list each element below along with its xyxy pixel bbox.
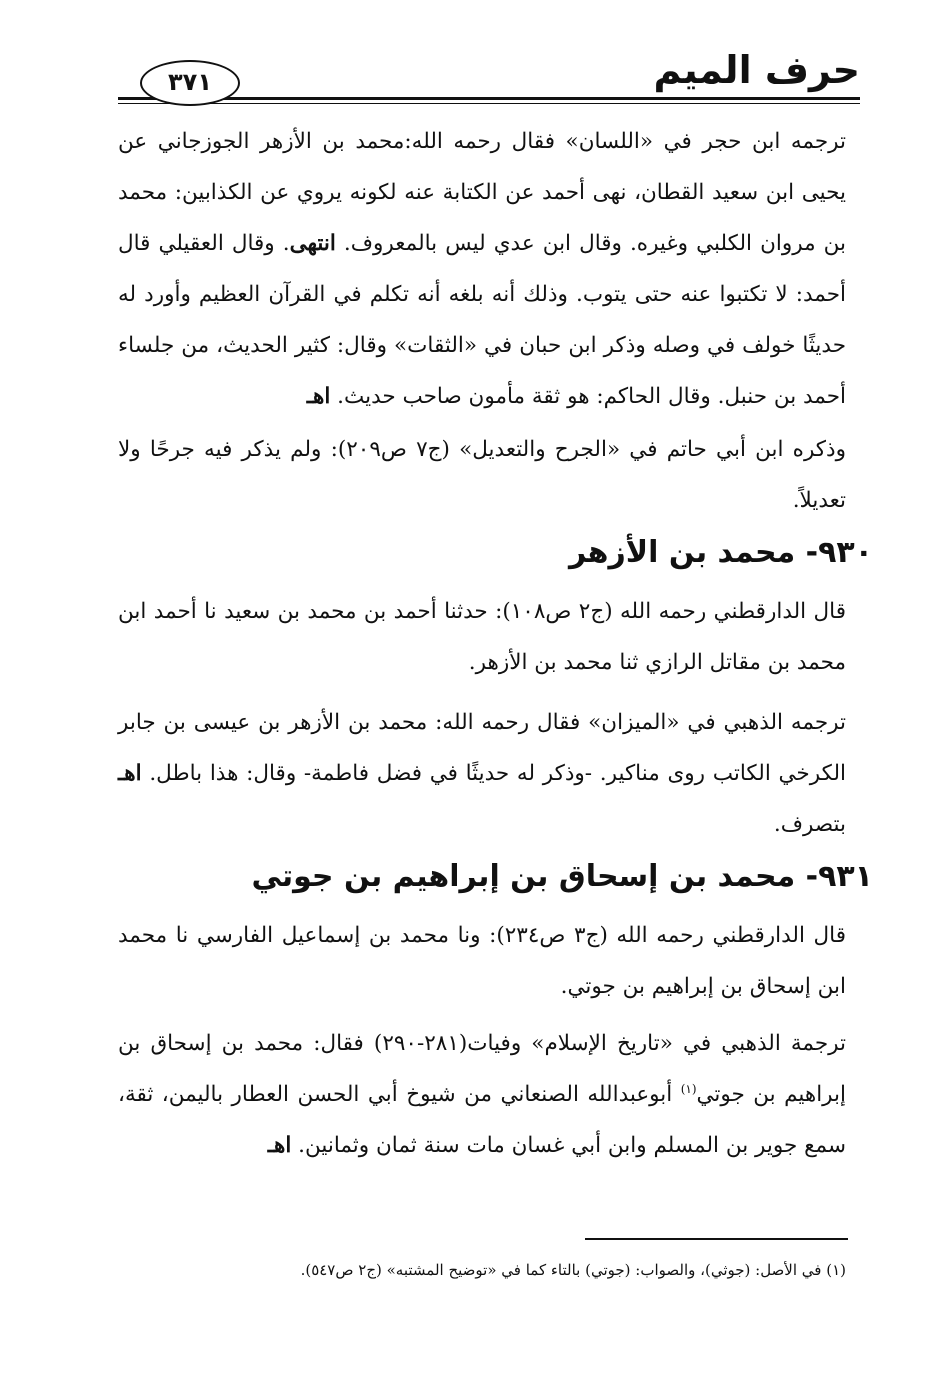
entry-heading-930: ٩٣٠- محمد بن الأزهر	[569, 535, 873, 570]
paragraph-text: وذكره ابن أبي حاتم في «الجرح والتعديل» (ج٧ ص٢٠٩): ولم يذكر فيه جرحًا ولا تعديلاً.	[118, 437, 846, 513]
chapter-title: حرف الميم	[653, 48, 860, 92]
footnote-marker[interactable]: (١)	[680, 1081, 697, 1096]
paragraph-daraqutni-930	[118, 586, 846, 688]
paragraph-ibn-hajar-lisan	[118, 116, 846, 422]
paragraph-text: ترجمه ابن حجر في «اللسان» فقال رحمه الله:محمد بن الأزهر الجوزجاني عن يحيى ابن سعيد القطان، نهى أحمد عن الكتابة عنه لكونه يروي عن الكذابين: محمد بن مروان الكلبي وغيره. وقال ابن عدي ليس بالمعروف.	[118, 129, 846, 256]
header-rule-thin	[118, 103, 860, 104]
paragraph-dhahabi-tarikh	[118, 1018, 846, 1171]
page-number: ٣٧١	[140, 60, 240, 106]
footnote-separator	[585, 1238, 848, 1240]
paragraph-daraqutni-931	[118, 910, 846, 1012]
paragraph-text: ترجمه الذهبي في «الميزان» فقال رحمه الله: محمد بن الأزهر بن عيسى بن جابر الكرخي الكاتب روى مناكير. -وذكر له حديثًا في فضل فاطمة- وقال: هذا باطل.	[118, 710, 846, 786]
end-quote-abbr: اهـ	[118, 761, 142, 786]
end-quote-abbr: اهـ	[306, 384, 331, 409]
header-rule-thick	[118, 97, 860, 100]
paragraph-text: ترجمة الذهبي في «تاريخ الإسلام» وفيات(٢٨١-٢٩٠) فقال: محمد بن إسحاق بن إبراهيم بن جوتي	[118, 1031, 846, 1107]
footnote: (١) في الأصل: (جوثي)، والصواب: (جوتي) بالتاء كما في «توضيح المشتبه» (ج٢ ص٥٤٧).	[300, 1261, 846, 1279]
paragraph-text: أبوعبدالله الصنعاني من شيوخ أبي الحسن العطار باليمن، ثقة، سمع جوير بن المسلم وابن أبي غسان مات سنة ثمان وثمانين.	[118, 1082, 846, 1158]
paragraph-dhahabi-mizan	[118, 697, 846, 850]
intaha-word: انتهى	[289, 231, 336, 256]
paragraph-text: بتصرف.	[773, 812, 846, 837]
paragraph-ibn-abi-hatim	[118, 424, 846, 526]
paragraph-text: قال الدارقطني رحمه الله (ج٢ ص١٠٨): حدثنا أحمد بن محمد بن سعيد نا أحمد ابن محمد بن مقاتل الرازي ثنا محمد بن الأزهر.	[118, 599, 846, 675]
paragraph-text: . وقال العقيلي قال أحمد: لا تكتبوا عنه حتى يتوب. وذلك أنه بلغه أنه تكلم في القرآن العظيم وأورد له حديثًا خولف في وصله وذكر ابن حبان في «الثقات» وقال: كثير الحديث، من جلساء أحمد بن حنبل. وقال الحاكم: هو ثقة مأمون صاحب حديث.	[118, 231, 846, 409]
paragraph-text: قال الدارقطني رحمه الله (ج٣ ص٢٣٤): ونا محمد بن إسماعيل الفارسي نا محمد ابن إسحاق بن إبراهيم بن جوتي.	[118, 923, 846, 999]
entry-heading-931: ٩٣١- محمد بن إسحاق بن إبراهيم بن جوتي	[251, 859, 873, 894]
end-quote-abbr: اهـ	[267, 1133, 292, 1158]
page-header	[118, 40, 860, 110]
